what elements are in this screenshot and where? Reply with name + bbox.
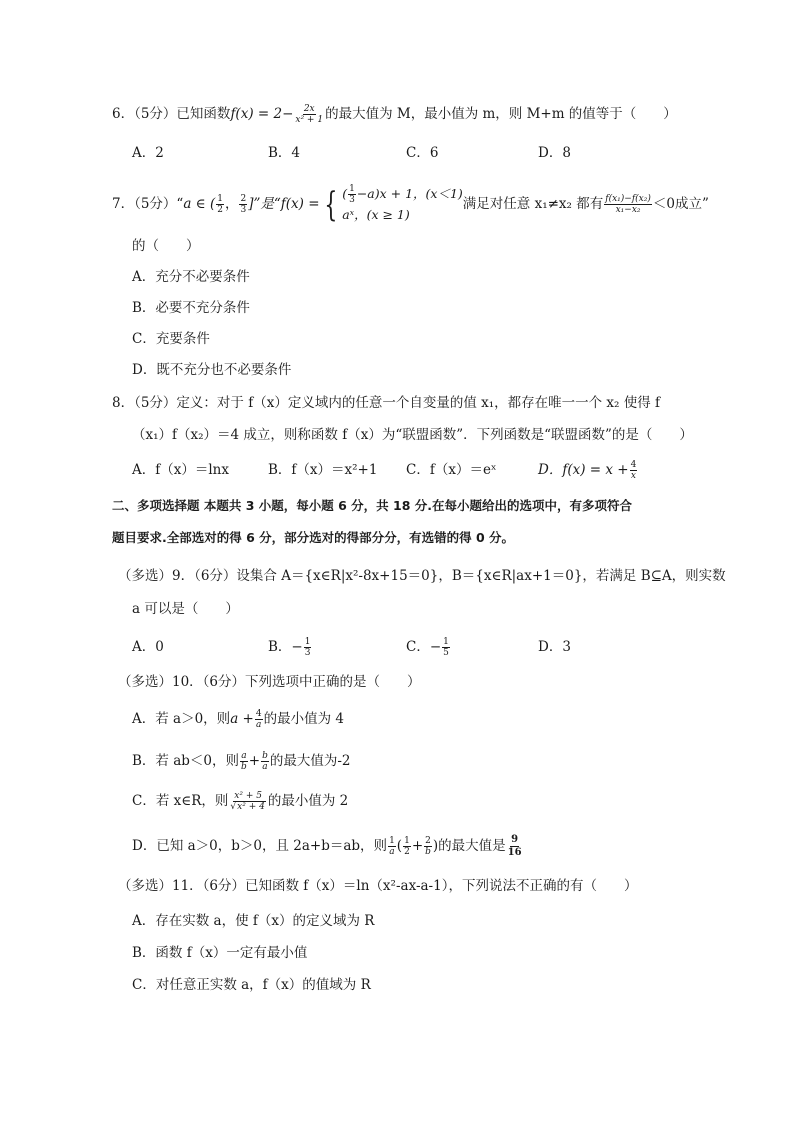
q10-d-frac-2 bbox=[403, 836, 411, 857]
q9-option-a: A．0 bbox=[132, 639, 164, 655]
q7-ratio bbox=[604, 194, 652, 215]
q7-case1-b: −a)x + 1，(x＜1) bbox=[356, 186, 463, 201]
q7-f2-den: 3 bbox=[240, 205, 247, 215]
q10-a-frac bbox=[255, 709, 263, 730]
question-7-stem bbox=[112, 184, 709, 225]
q10-d-answer-frac bbox=[507, 834, 523, 859]
q10-b-num2: b bbox=[262, 751, 268, 761]
q11-option-b: B．函数 f（x）一定有最小值 bbox=[132, 945, 308, 961]
q10-b-num1: a bbox=[241, 751, 247, 761]
q8-optd-den: x bbox=[630, 471, 636, 481]
q9-optb-frac bbox=[304, 637, 312, 658]
question-9-line-2: a 可以是（ ） bbox=[132, 601, 239, 617]
q10-b-frac-2 bbox=[261, 751, 269, 772]
q10-b-prefix: B．若 ab＜0，则 bbox=[132, 753, 239, 769]
q10-d-frac-1 bbox=[388, 836, 396, 857]
q7-line-2: 的（ ） bbox=[132, 238, 200, 254]
q9-optc-num: 1 bbox=[443, 637, 449, 647]
q10-c-num: x² + 5 bbox=[234, 791, 262, 801]
q9-option-b bbox=[268, 637, 312, 658]
q11-option-a: A．存在实数 a，使 f（x）的定义域为 R bbox=[132, 913, 375, 929]
q7-case-1 bbox=[342, 184, 463, 205]
q10-d-suffix: 的最大值是 bbox=[438, 838, 506, 854]
q10-b-plus: + bbox=[248, 753, 261, 769]
q8-optd-num: 4 bbox=[630, 460, 637, 470]
q6-frac-den: x² + 1 bbox=[295, 115, 324, 125]
q8-optd-frac bbox=[630, 460, 638, 481]
q6-option-c: C．6 bbox=[406, 145, 439, 161]
q10-a-den: a bbox=[256, 720, 262, 730]
q10-d-ans-num: 9 bbox=[511, 834, 519, 845]
section-2-heading-line-2: 题目要求.全部选对的得 6 分，部分选对的得部分分，有选错的得 0 分。 bbox=[112, 530, 515, 545]
q7-case-2: aˣ，(x ≥ 1) bbox=[342, 207, 410, 222]
section-2-heading-line-1: 二、多项选择题 本题共 3 小题，每小题 6 分，共 18 分.在每小题给出的选项中，有多项符合 bbox=[112, 498, 633, 513]
q7-case1-num: 1 bbox=[349, 184, 355, 194]
question-10-stem: （多选）10．（6分）下列选项中正确的是（ ） bbox=[118, 674, 421, 690]
left-brace-icon: { bbox=[323, 184, 337, 225]
q10-c-prefix: C．若 x∈R，则 bbox=[132, 793, 229, 809]
q7-case1-a: ( bbox=[342, 186, 348, 201]
q7-f1-num: 1 bbox=[217, 194, 223, 204]
q10-b-den1: b bbox=[241, 762, 247, 772]
q7-frac-1 bbox=[216, 194, 224, 215]
q7-option-a: A．充分不必要条件 bbox=[132, 269, 250, 285]
q10-a-prefix: A．若 a＞0，则 bbox=[132, 711, 231, 727]
q6-fraction bbox=[294, 104, 324, 125]
q10-b-frac-1 bbox=[240, 751, 248, 772]
q10-d-d3: b bbox=[425, 847, 431, 857]
q7-ratio-den: x₁−x₂ bbox=[615, 205, 641, 215]
q7-case1-den: 3 bbox=[349, 195, 355, 205]
q7-option-c: C．充要条件 bbox=[132, 331, 210, 347]
q7-option-b: B．必要不充分条件 bbox=[132, 300, 250, 316]
q7-f1-den: 2 bbox=[217, 205, 223, 215]
q10-d-n2: 1 bbox=[404, 836, 410, 846]
q10-d-d2: 2 bbox=[404, 847, 410, 857]
q10-c-den: √x² + 4 bbox=[230, 802, 265, 812]
q9-optb-num: 1 bbox=[304, 637, 311, 647]
question-8-line-1: 8．（5分）定义：对于 f（x）定义域内的任意一个自变量的值 x₁，都存在唯一一个 x₂ 使得 f bbox=[112, 395, 661, 411]
q6-option-b: B．4 bbox=[268, 145, 301, 161]
q7-prefix: 7．（5分）“ bbox=[112, 196, 184, 212]
question-11-stem: （多选）11．（6分）已知函数 f（x）＝ln（x²-ax-a-1），下列说法不正确的有（ ） bbox=[118, 878, 638, 894]
q10-a-num: 4 bbox=[255, 709, 262, 719]
q7-cond-end: ]”是“f(x) = bbox=[248, 196, 320, 212]
q7-sep: ， bbox=[224, 196, 239, 212]
q8-option-b: B．f（x）＝x²+1 bbox=[268, 462, 378, 478]
q7-tail: ＜0成立” bbox=[652, 196, 709, 212]
q10-option-d bbox=[132, 834, 524, 859]
q10-d-plus: + bbox=[411, 838, 424, 854]
q10-d-ans-den: 16 bbox=[507, 847, 522, 858]
q9-option-c bbox=[406, 637, 451, 658]
q10-d-n1: 1 bbox=[389, 836, 395, 846]
q6-function: f(x) = 2− bbox=[230, 106, 294, 122]
q10-option-c bbox=[132, 791, 348, 812]
q7-case1-frac bbox=[348, 184, 356, 205]
q11-option-c: C．对任意正实数 a，f（x）的值域为 R bbox=[132, 977, 371, 993]
q9-optc-prefix: C．− bbox=[406, 639, 442, 655]
q9-option-d: D．3 bbox=[538, 639, 571, 655]
q7-option-d: D．既不充分也不必要条件 bbox=[132, 362, 292, 378]
q10-d-d1: a bbox=[389, 847, 395, 857]
q10-d-n3: 2 bbox=[425, 836, 431, 846]
q10-b-den2: a bbox=[262, 762, 268, 772]
q6-frac-num: 2x bbox=[303, 104, 315, 114]
q10-d-paren-close: ) bbox=[432, 838, 439, 854]
q10-d-prefix: D．已知 a＞0，b＞0，且 2a+b＝ab，则 bbox=[132, 838, 388, 854]
q6-suffix: 的最大值为 M，最小值为 m，则 M+m 的值等于（ ） bbox=[325, 106, 677, 122]
q10-c-suffix: 的最小值为 2 bbox=[267, 793, 349, 809]
q8-optd-prefix: D．f(x) = x + bbox=[538, 462, 629, 478]
q8-option-c: C．f（x）＝eˣ bbox=[406, 462, 497, 478]
q7-f2-num: 2 bbox=[240, 194, 247, 204]
q10-d-paren-open: ( bbox=[396, 838, 403, 854]
q10-b-suffix: 的最大值为-2 bbox=[269, 753, 351, 769]
q10-a-suffix: 的最小值为 4 bbox=[263, 711, 344, 727]
q9-optb-den: 3 bbox=[304, 648, 311, 658]
q6-prefix: 6．（5分）已知函数 bbox=[112, 106, 231, 122]
q10-option-a bbox=[132, 709, 344, 730]
q10-option-b bbox=[132, 751, 351, 772]
q6-option-a: A．2 bbox=[132, 145, 164, 161]
q8-option-a: A．f（x）＝lnx bbox=[132, 462, 229, 478]
q7-mid: 满足对任意 x₁≠x₂ 都有 bbox=[462, 196, 604, 212]
q9-optc-frac bbox=[442, 637, 450, 658]
q10-a-expr: a + bbox=[230, 711, 254, 727]
q7-condition: a ∈ ( bbox=[183, 196, 216, 212]
q7-cases bbox=[342, 184, 463, 225]
q10-c-den-radicand: x² + 4 bbox=[237, 802, 265, 812]
q10-d-frac-3 bbox=[424, 836, 432, 857]
q10-c-frac bbox=[229, 791, 266, 812]
question-8-line-2: （x₁）f（x₂）＝4 成立，则称函数 f（x）为“联盟函数”．下列函数是“联盟函数”的是（ ） bbox=[132, 427, 693, 443]
q7-frac-2 bbox=[239, 194, 247, 215]
question-6-stem bbox=[112, 104, 677, 125]
q8-option-d bbox=[538, 460, 638, 481]
q9-optb-prefix: B．− bbox=[268, 639, 303, 655]
q7-ratio-num: f(x₁)−f(x₂) bbox=[605, 194, 651, 204]
q6-option-d: D．8 bbox=[538, 145, 571, 161]
question-9-line-1: （多选）9．（6分）设集合 A＝{x∈R|x²-8x+15＝0}，B＝{x∈R|ax+1＝0}，若满足 B⊆A，则实数 bbox=[118, 568, 726, 584]
q9-optc-den: 5 bbox=[443, 648, 449, 658]
